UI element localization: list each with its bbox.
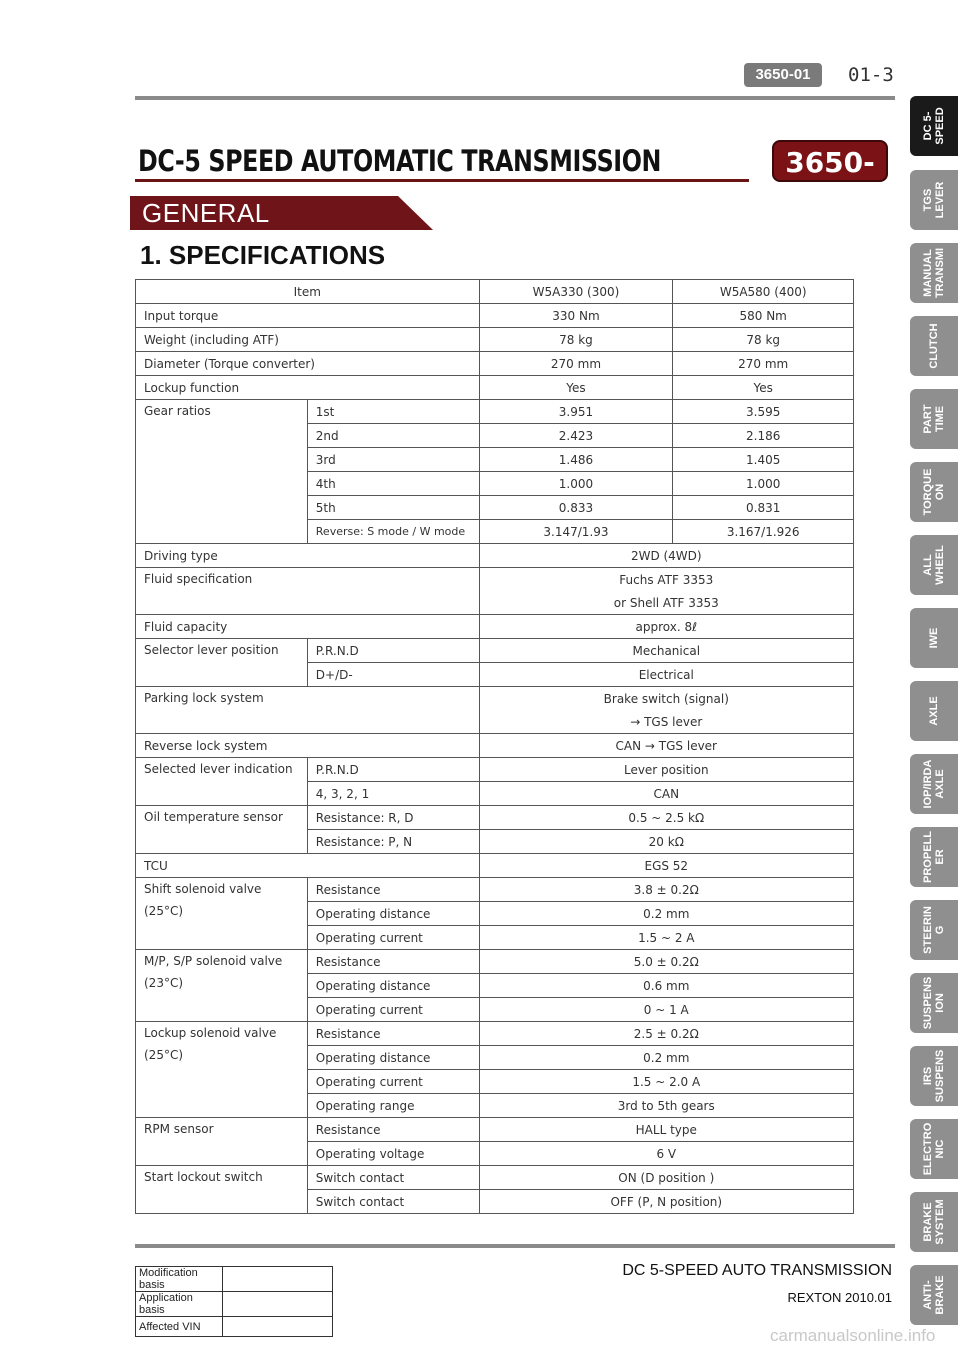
cell-temp: (25°C) bbox=[144, 1048, 184, 1062]
title-code-badge: 3650-01 bbox=[772, 140, 888, 182]
table-cell: Fluid capacity bbox=[136, 615, 480, 639]
table-cell: 580 Nm bbox=[673, 304, 854, 328]
table-cell: Lockup function bbox=[136, 376, 480, 400]
tab-clutch[interactable]: CLUTCH bbox=[910, 316, 958, 376]
table-cell: 270 mm bbox=[673, 352, 854, 376]
table-cell: 1st bbox=[307, 400, 479, 424]
table-row bbox=[136, 304, 854, 328]
table-header: W5A330 (300) bbox=[479, 280, 673, 304]
top-divider bbox=[135, 96, 895, 100]
table-cell: HALL type bbox=[479, 1118, 853, 1142]
table-cell: RPM sensor bbox=[136, 1118, 308, 1166]
table-row bbox=[136, 1022, 854, 1046]
tab-dc5-speed[interactable]: DC 5- SPEED bbox=[910, 96, 958, 156]
section-banner bbox=[130, 196, 433, 230]
table-cell: TCU bbox=[136, 854, 480, 878]
table-cell: Modification basis bbox=[136, 1267, 223, 1292]
specifications-table bbox=[135, 279, 854, 1214]
table-cell: Operating current bbox=[307, 926, 479, 950]
table-cell bbox=[136, 1022, 308, 1118]
table-cell: Operating current bbox=[307, 1070, 479, 1094]
cell-label: Shift solenoid valve bbox=[144, 882, 262, 896]
table-cell: Operating voltage bbox=[307, 1142, 479, 1166]
table-cell: Operating current bbox=[307, 998, 479, 1022]
table-cell: Resistance: P, N bbox=[307, 830, 479, 854]
title-underline bbox=[135, 179, 749, 182]
table-header-row bbox=[136, 280, 854, 304]
table-cell: 0.831 bbox=[673, 496, 854, 520]
tab-propeller[interactable]: PROPELL ER bbox=[910, 827, 958, 887]
table-row bbox=[136, 1166, 854, 1190]
table-cell: 3rd to 5th gears bbox=[479, 1094, 853, 1118]
tab-suspension[interactable]: SUSPENS ION bbox=[910, 973, 958, 1033]
table-cell: 3.167/1.926 bbox=[673, 520, 854, 544]
table-cell: 1.000 bbox=[673, 472, 854, 496]
tab-torque-on[interactable]: TORQUE ON bbox=[910, 462, 958, 522]
table-cell: Resistance: R, D bbox=[307, 806, 479, 830]
table-cell bbox=[136, 950, 308, 1022]
table-cell: Resistance bbox=[307, 878, 479, 902]
table-cell: 3.8 ± 0.2Ω bbox=[479, 878, 853, 902]
table-row bbox=[136, 950, 854, 974]
table-cell: 2.5 ± 0.2Ω bbox=[479, 1022, 853, 1046]
table-row bbox=[136, 568, 854, 592]
table-header: Item bbox=[136, 280, 480, 304]
table-cell: Electrical bbox=[479, 663, 853, 687]
page-title: DC-5 SPEED AUTOMATIC TRANSMISSION bbox=[138, 144, 662, 178]
table-cell: CAN → TGS lever bbox=[479, 734, 853, 758]
table-cell: 1.486 bbox=[479, 448, 673, 472]
header-code-badge: 3650-01 bbox=[744, 63, 822, 87]
table-cell: Gear ratios bbox=[136, 400, 308, 544]
table-cell: 0.2 mm bbox=[479, 902, 853, 926]
table-row bbox=[136, 328, 854, 352]
table-cell: ON (D position ) bbox=[479, 1166, 853, 1190]
table-cell: approx. 8ℓ bbox=[479, 615, 853, 639]
page-number: 01-3 bbox=[848, 64, 894, 86]
footer-subtitle: REXTON 2010.01 bbox=[787, 1290, 892, 1305]
table-cell: Affected VIN bbox=[136, 1317, 223, 1337]
table-cell: 3.595 bbox=[673, 400, 854, 424]
table-cell: 4th bbox=[307, 472, 479, 496]
table-row bbox=[136, 758, 854, 782]
tab-steering[interactable]: STEERIN G bbox=[910, 900, 958, 960]
table-cell: P.R.N.D bbox=[307, 758, 479, 782]
table-cell: 2.423 bbox=[479, 424, 673, 448]
table-cell: Fluid specification bbox=[136, 568, 480, 615]
table-cell: 3.147/1.93 bbox=[479, 520, 673, 544]
table-cell: Mechanical bbox=[479, 639, 853, 663]
tab-all-wheel[interactable]: ALL WHEEL bbox=[910, 535, 958, 595]
table-cell: 2WD (4WD) bbox=[479, 544, 853, 568]
tab-electronic[interactable]: ELECTRO NIC bbox=[910, 1119, 958, 1179]
table-cell: Operating distance bbox=[307, 974, 479, 998]
cell-temp: (25°C) bbox=[144, 904, 184, 918]
table-row bbox=[136, 376, 854, 400]
table-cell: Operating range bbox=[307, 1094, 479, 1118]
table-cell: Selected lever indication bbox=[136, 758, 308, 806]
table-cell: Selector lever position bbox=[136, 639, 308, 687]
table-cell: → TGS lever bbox=[479, 710, 853, 734]
table-cell: 1.5 ~ 2.0 A bbox=[479, 1070, 853, 1094]
table-cell bbox=[223, 1317, 333, 1337]
table-cell: 0.5 ~ 2.5 kΩ bbox=[479, 806, 853, 830]
table-cell: Resistance bbox=[307, 1022, 479, 1046]
table-cell: D+/D- bbox=[307, 663, 479, 687]
table-cell: Reverse lock system bbox=[136, 734, 480, 758]
table-cell bbox=[223, 1267, 333, 1292]
table-cell: CAN bbox=[479, 782, 853, 806]
table-cell: 6 V bbox=[479, 1142, 853, 1166]
table-row bbox=[136, 615, 854, 639]
table-cell: Operating distance bbox=[307, 1046, 479, 1070]
table-cell: Switch contact bbox=[307, 1190, 479, 1214]
table-cell: 1.405 bbox=[673, 448, 854, 472]
cell-temp: (23°C) bbox=[144, 976, 184, 990]
table-cell: Start lockout switch bbox=[136, 1166, 308, 1214]
table-cell: Lever position bbox=[479, 758, 853, 782]
table-cell: EGS 52 bbox=[479, 854, 853, 878]
table-row bbox=[136, 734, 854, 758]
tab-iwe[interactable]: IWE bbox=[910, 608, 958, 668]
table-row bbox=[136, 806, 854, 830]
table-row bbox=[136, 544, 854, 568]
table-cell: Switch contact bbox=[307, 1166, 479, 1190]
table-cell: Resistance bbox=[307, 950, 479, 974]
table-cell: Reverse: S mode / W mode bbox=[307, 520, 479, 544]
table-cell: 0.6 mm bbox=[479, 974, 853, 998]
cell-label: M/P, S/P solenoid valve bbox=[144, 954, 283, 968]
table-cell: 0.2 mm bbox=[479, 1046, 853, 1070]
table-cell: 0 ~ 1 A bbox=[479, 998, 853, 1022]
tab-iop-irda-axle[interactable]: IOP/IRDA AXLE bbox=[910, 754, 958, 814]
bottom-divider bbox=[135, 1244, 895, 1248]
table-cell: Fuchs ATF 3353 bbox=[479, 568, 853, 592]
table-cell bbox=[223, 1292, 333, 1317]
table-cell: 5th bbox=[307, 496, 479, 520]
table-row bbox=[136, 639, 854, 663]
watermark: carmanualsonline.info bbox=[770, 1326, 936, 1345]
table-cell: 78 kg bbox=[479, 328, 673, 352]
section-label: GENERAL bbox=[142, 198, 270, 228]
table-row bbox=[136, 1317, 333, 1337]
table-cell: Weight (including ATF) bbox=[136, 328, 480, 352]
table-row bbox=[136, 400, 854, 424]
table-row bbox=[136, 1118, 854, 1142]
table-row bbox=[136, 1267, 333, 1292]
table-cell: 20 kΩ bbox=[479, 830, 853, 854]
tab-brake-system[interactable]: BRAKE SYSTEM bbox=[910, 1192, 958, 1252]
table-cell: 1.5 ~ 2 A bbox=[479, 926, 853, 950]
tab-part-time[interactable]: PART TIME bbox=[910, 389, 958, 449]
table-cell: Application basis bbox=[136, 1292, 223, 1317]
table-cell: 270 mm bbox=[479, 352, 673, 376]
table-cell: 3.951 bbox=[479, 400, 673, 424]
cell-label: Lockup solenoid valve bbox=[144, 1026, 277, 1040]
table-cell: Diameter (Torque converter) bbox=[136, 352, 480, 376]
table-cell: Oil temperature sensor bbox=[136, 806, 308, 854]
table-header: W5A580 (400) bbox=[673, 280, 854, 304]
table-row bbox=[136, 687, 854, 711]
table-cell: 78 kg bbox=[673, 328, 854, 352]
table-cell: 2.186 bbox=[673, 424, 854, 448]
table-cell: Driving type bbox=[136, 544, 480, 568]
table-cell: Parking lock system bbox=[136, 687, 480, 734]
table-row bbox=[136, 854, 854, 878]
table-cell: 1.000 bbox=[479, 472, 673, 496]
table-cell: Input torque bbox=[136, 304, 480, 328]
table-cell: 0.833 bbox=[479, 496, 673, 520]
table-cell: 3rd bbox=[307, 448, 479, 472]
table-row bbox=[136, 352, 854, 376]
table-cell: Yes bbox=[673, 376, 854, 400]
table-row bbox=[136, 878, 854, 902]
table-row bbox=[136, 1292, 333, 1317]
modification-table bbox=[135, 1266, 333, 1337]
table-cell: P.R.N.D bbox=[307, 639, 479, 663]
table-cell: Brake switch (signal) bbox=[479, 687, 853, 711]
tab-tgs-lever[interactable]: TGS LEVER bbox=[910, 170, 958, 230]
table-cell: OFF (P, N position) bbox=[479, 1190, 853, 1214]
table-cell: 2nd bbox=[307, 424, 479, 448]
specifications-heading: 1. SPECIFICATIONS bbox=[140, 240, 386, 270]
table-cell: 4, 3, 2, 1 bbox=[307, 782, 479, 806]
table-cell: 5.0 ± 0.2Ω bbox=[479, 950, 853, 974]
tab-anti-brake[interactable]: ANTI- BRAKE bbox=[910, 1265, 958, 1325]
tab-axle[interactable]: AXLE bbox=[910, 681, 958, 741]
table-cell bbox=[136, 878, 308, 950]
table-cell: Yes bbox=[479, 376, 673, 400]
table-cell: Operating distance bbox=[307, 902, 479, 926]
footer-title: DC 5-SPEED AUTO TRANSMISSION bbox=[622, 1262, 892, 1279]
tab-irs-suspension[interactable]: IRS SUSPENS bbox=[910, 1046, 958, 1106]
table-cell: 330 Nm bbox=[479, 304, 673, 328]
table-cell: or Shell ATF 3353 bbox=[479, 591, 853, 615]
table-cell: Resistance bbox=[307, 1118, 479, 1142]
tab-manual-transmission[interactable]: MANUAL TRANSMI bbox=[910, 243, 958, 303]
